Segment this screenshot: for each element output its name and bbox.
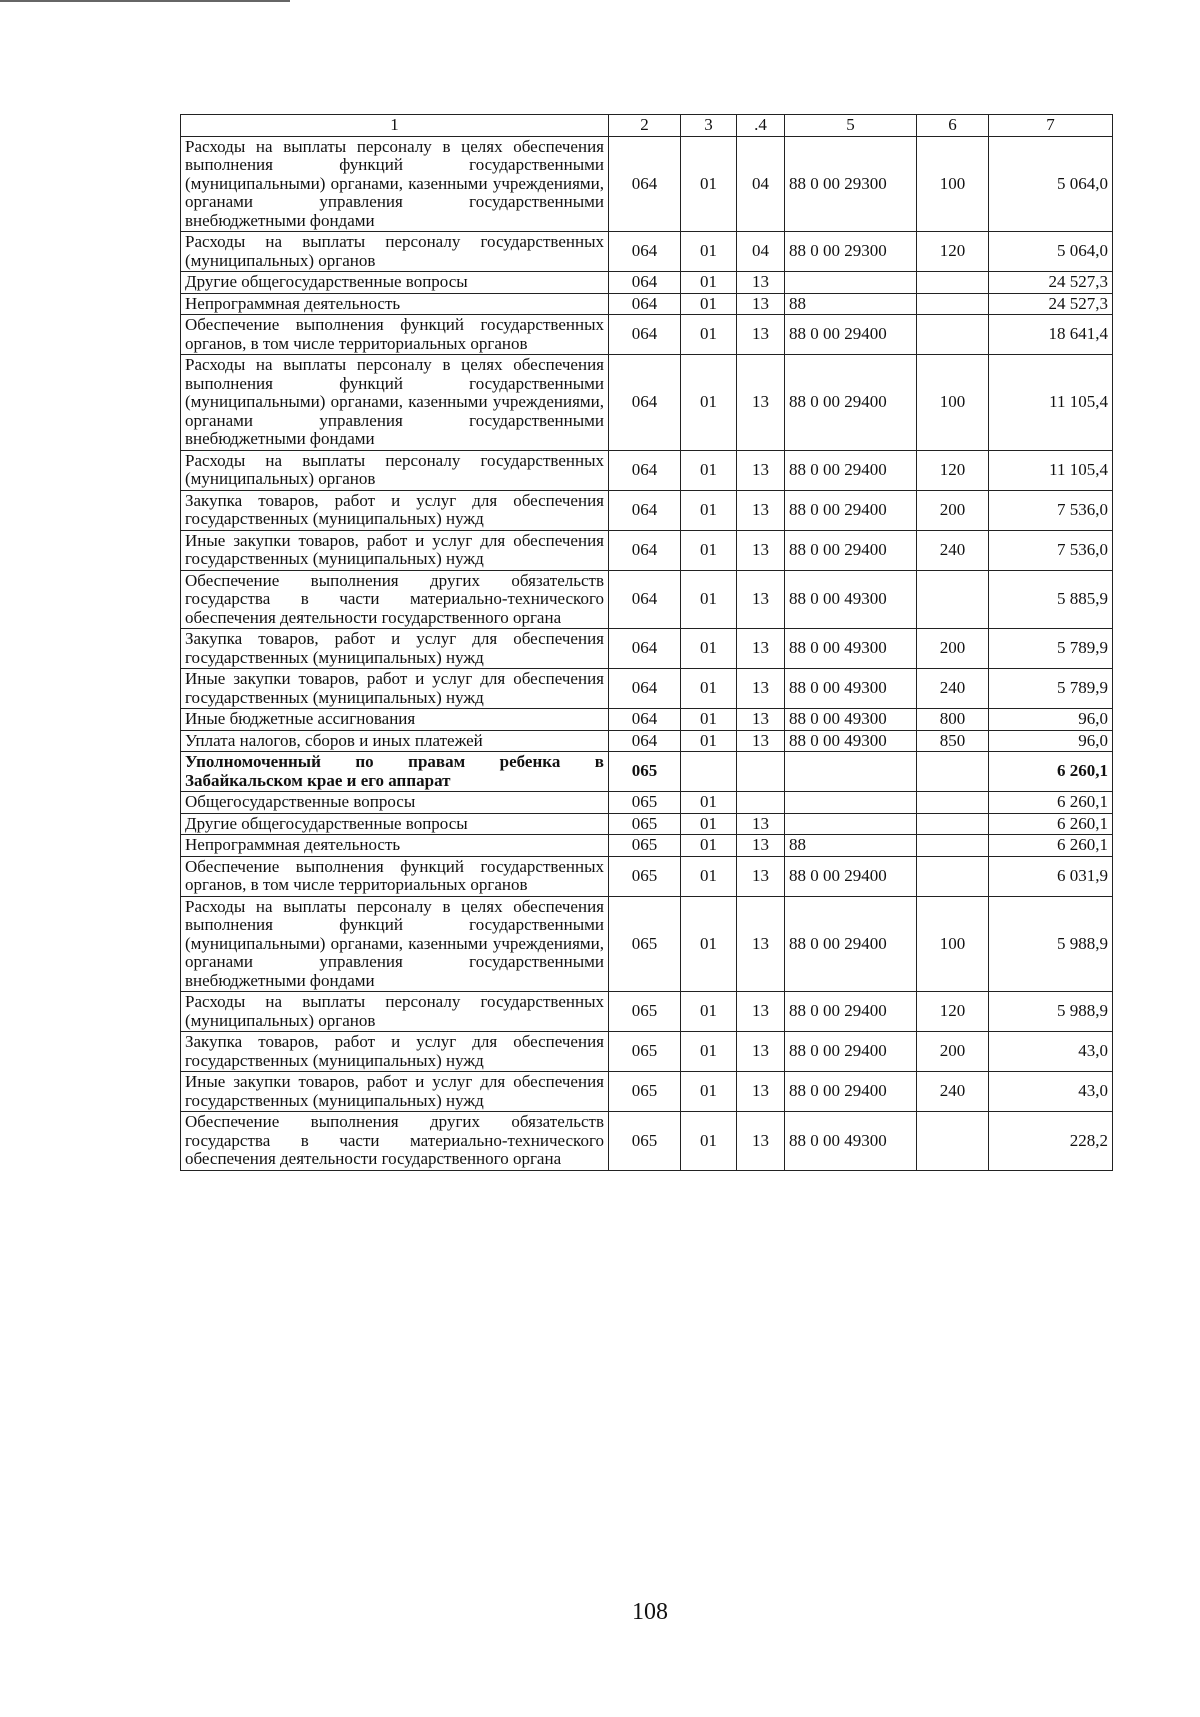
amount-cell: 5 789,9 — [989, 669, 1113, 709]
target-article-cell: 88 0 00 29300 — [785, 232, 917, 272]
subsection-code-cell: 13 — [737, 896, 785, 992]
expense-type-cell: 120 — [917, 992, 989, 1032]
expense-type-cell: 100 — [917, 136, 989, 232]
table-row — [181, 856, 1113, 896]
target-article-cell — [785, 752, 917, 792]
subsection-code-cell: 13 — [737, 856, 785, 896]
table-row — [181, 530, 1113, 570]
subsection-code-cell: 13 — [737, 629, 785, 669]
subsection-code-cell — [737, 752, 785, 792]
subsection-code-cell: 13 — [737, 1032, 785, 1072]
row-name-cell: Расходы на выплаты персоналу в целях обеспечения выполнения функций государственными (муниципальными) органами, казенными учреждениями, органами управления государственными внебюджетными фондами — [181, 136, 609, 232]
expense-type-cell: 200 — [917, 490, 989, 530]
amount-cell: 43,0 — [989, 1072, 1113, 1112]
table-row — [181, 272, 1113, 294]
target-article-cell: 88 0 00 49300 — [785, 629, 917, 669]
section-code-cell: 01 — [681, 136, 737, 232]
amount-cell: 228,2 — [989, 1112, 1113, 1171]
subsection-code-cell: 13 — [737, 1112, 785, 1171]
target-article-cell — [785, 272, 917, 294]
table-row — [181, 752, 1113, 792]
column-header-4: .4 — [737, 115, 785, 137]
table-row — [181, 136, 1113, 232]
subsection-code-cell: 13 — [737, 315, 785, 355]
table-row — [181, 792, 1113, 814]
amount-cell: 96,0 — [989, 709, 1113, 731]
expense-type-cell — [917, 752, 989, 792]
section-code-cell: 01 — [681, 272, 737, 294]
row-name-cell: Непрограммная деятельность — [181, 293, 609, 315]
subsection-code-cell: 13 — [737, 1072, 785, 1112]
section-code-cell: 01 — [681, 730, 737, 752]
subsection-code-cell: 13 — [737, 490, 785, 530]
amount-cell: 96,0 — [989, 730, 1113, 752]
admin-code-cell: 064 — [609, 530, 681, 570]
amount-cell: 6 260,1 — [989, 792, 1113, 814]
row-name-cell: Закупка товаров, работ и услуг для обеспечения государственных (муниципальных) нужд — [181, 629, 609, 669]
table-row — [181, 896, 1113, 992]
expense-type-cell — [917, 315, 989, 355]
expense-type-cell: 200 — [917, 629, 989, 669]
admin-code-cell: 064 — [609, 450, 681, 490]
subsection-code-cell: 13 — [737, 992, 785, 1032]
column-header-1: 1 — [181, 115, 609, 137]
table-row — [181, 1112, 1113, 1171]
subsection-code-cell — [737, 792, 785, 814]
section-code-cell: 01 — [681, 355, 737, 451]
row-name-cell: Обеспечение выполнения функций государственных органов, в том числе территориальных органов — [181, 856, 609, 896]
amount-cell: 6 260,1 — [989, 835, 1113, 857]
section-code-cell: 01 — [681, 1072, 737, 1112]
expense-type-cell: 240 — [917, 530, 989, 570]
section-code-cell: 01 — [681, 835, 737, 857]
table-row — [181, 490, 1113, 530]
expense-type-cell: 850 — [917, 730, 989, 752]
section-code-cell: 01 — [681, 856, 737, 896]
expense-type-cell: 200 — [917, 1032, 989, 1072]
admin-code-cell: 064 — [609, 669, 681, 709]
column-header-3: 3 — [681, 115, 737, 137]
row-name-cell: Уполномоченный по правам ребенка в Забайкальском крае и его аппарат — [181, 752, 609, 792]
section-code-cell: 01 — [681, 792, 737, 814]
column-header-6: 6 — [917, 115, 989, 137]
expense-type-cell: 100 — [917, 896, 989, 992]
row-name-cell: Общегосударственные вопросы — [181, 792, 609, 814]
table-row — [181, 1072, 1113, 1112]
admin-code-cell: 065 — [609, 792, 681, 814]
expense-type-cell: 100 — [917, 355, 989, 451]
amount-cell: 24 527,3 — [989, 272, 1113, 294]
table-row — [181, 293, 1113, 315]
target-article-cell: 88 0 00 49300 — [785, 570, 917, 629]
section-code-cell: 01 — [681, 669, 737, 709]
target-article-cell: 88 0 00 49300 — [785, 669, 917, 709]
expense-type-cell — [917, 272, 989, 294]
target-article-cell: 88 0 00 49300 — [785, 709, 917, 731]
admin-code-cell: 064 — [609, 315, 681, 355]
target-article-cell: 88 0 00 29400 — [785, 490, 917, 530]
row-name-cell: Иные бюджетные ассигнования — [181, 709, 609, 731]
expense-type-cell — [917, 293, 989, 315]
row-name-cell: Уплата налогов, сборов и иных платежей — [181, 730, 609, 752]
expense-type-cell — [917, 813, 989, 835]
target-article-cell — [785, 792, 917, 814]
row-name-cell: Расходы на выплаты персоналу в целях обеспечения выполнения функций государственными (муниципальными) органами, казенными учреждениями, органами управления государственными внебюджетными фондами — [181, 355, 609, 451]
admin-code-cell: 064 — [609, 629, 681, 669]
admin-code-cell: 064 — [609, 570, 681, 629]
section-code-cell: 01 — [681, 232, 737, 272]
amount-cell: 5 988,9 — [989, 992, 1113, 1032]
row-name-cell: Закупка товаров, работ и услуг для обеспечения государственных (муниципальных) нужд — [181, 1032, 609, 1072]
expense-type-cell: 120 — [917, 450, 989, 490]
amount-cell: 6 260,1 — [989, 813, 1113, 835]
subsection-code-cell: 13 — [737, 835, 785, 857]
admin-code-cell: 065 — [609, 1112, 681, 1171]
admin-code-cell: 064 — [609, 293, 681, 315]
subsection-code-cell: 13 — [737, 730, 785, 752]
admin-code-cell: 065 — [609, 992, 681, 1032]
expense-type-cell — [917, 835, 989, 857]
row-name-cell: Расходы на выплаты персоналу государственных (муниципальных) органов — [181, 992, 609, 1032]
section-code-cell: 01 — [681, 490, 737, 530]
amount-cell: 5 064,0 — [989, 136, 1113, 232]
row-name-cell: Иные закупки товаров, работ и услуг для обеспечения государственных (муниципальных) нужд — [181, 530, 609, 570]
table-row — [181, 669, 1113, 709]
section-code-cell: 01 — [681, 293, 737, 315]
table-row — [181, 992, 1113, 1032]
section-code-cell: 01 — [681, 530, 737, 570]
amount-cell: 5 789,9 — [989, 629, 1113, 669]
amount-cell: 6 260,1 — [989, 752, 1113, 792]
column-header-2: 2 — [609, 115, 681, 137]
section-code-cell: 01 — [681, 570, 737, 629]
admin-code-cell: 064 — [609, 709, 681, 731]
admin-code-cell: 065 — [609, 1072, 681, 1112]
expense-type-cell — [917, 792, 989, 814]
table-body — [181, 115, 1113, 1171]
target-article-cell: 88 0 00 29400 — [785, 450, 917, 490]
amount-cell: 7 536,0 — [989, 530, 1113, 570]
target-article-cell: 88 — [785, 293, 917, 315]
subsection-code-cell: 13 — [737, 669, 785, 709]
target-article-cell: 88 0 00 29400 — [785, 1032, 917, 1072]
amount-cell: 5 064,0 — [989, 232, 1113, 272]
section-code-cell: 01 — [681, 992, 737, 1032]
subsection-code-cell: 13 — [737, 570, 785, 629]
expense-type-cell: 240 — [917, 669, 989, 709]
subsection-code-cell: 04 — [737, 136, 785, 232]
section-code-cell: 01 — [681, 315, 737, 355]
subsection-code-cell: 13 — [737, 450, 785, 490]
target-article-cell — [785, 813, 917, 835]
target-article-cell: 88 0 00 49300 — [785, 730, 917, 752]
table-row — [181, 730, 1113, 752]
section-code-cell: 01 — [681, 1112, 737, 1171]
target-article-cell: 88 0 00 29400 — [785, 315, 917, 355]
admin-code-cell: 065 — [609, 813, 681, 835]
table-row — [181, 450, 1113, 490]
admin-code-cell: 064 — [609, 272, 681, 294]
row-name-cell: Непрограммная деятельность — [181, 835, 609, 857]
table-row — [181, 1032, 1113, 1072]
row-name-cell: Расходы на выплаты персоналу государственных (муниципальных) органов — [181, 450, 609, 490]
table-row — [181, 315, 1113, 355]
amount-cell: 18 641,4 — [989, 315, 1113, 355]
admin-code-cell: 065 — [609, 856, 681, 896]
expense-type-cell — [917, 1112, 989, 1171]
subsection-code-cell: 13 — [737, 272, 785, 294]
amount-cell: 5 988,9 — [989, 896, 1113, 992]
target-article-cell: 88 0 00 29400 — [785, 355, 917, 451]
row-name-cell: Другие общегосударственные вопросы — [181, 813, 609, 835]
table-row — [181, 709, 1113, 731]
admin-code-cell: 065 — [609, 896, 681, 992]
target-article-cell: 88 0 00 29400 — [785, 992, 917, 1032]
admin-code-cell: 065 — [609, 1032, 681, 1072]
admin-code-cell: 064 — [609, 355, 681, 451]
expense-type-cell: 240 — [917, 1072, 989, 1112]
table-header-row — [181, 115, 1113, 137]
admin-code-cell: 065 — [609, 835, 681, 857]
admin-code-cell: 064 — [609, 232, 681, 272]
target-article-cell: 88 — [785, 835, 917, 857]
amount-cell: 43,0 — [989, 1032, 1113, 1072]
column-header-7: 7 — [989, 115, 1113, 137]
subsection-code-cell: 13 — [737, 355, 785, 451]
table-row — [181, 629, 1113, 669]
table-row — [181, 570, 1113, 629]
section-code-cell: 01 — [681, 896, 737, 992]
scan-edge-line — [0, 0, 290, 2]
row-name-cell: Обеспечение выполнения других обязательств государства в части материально-технического обеспечения деятельности государственного органа — [181, 1112, 609, 1171]
subsection-code-cell: 13 — [737, 530, 785, 570]
target-article-cell: 88 0 00 29400 — [785, 896, 917, 992]
table-row — [181, 813, 1113, 835]
admin-code-cell: 064 — [609, 730, 681, 752]
target-article-cell: 88 0 00 29300 — [785, 136, 917, 232]
admin-code-cell: 065 — [609, 752, 681, 792]
table-row — [181, 355, 1113, 451]
amount-cell: 24 527,3 — [989, 293, 1113, 315]
subsection-code-cell: 13 — [737, 813, 785, 835]
section-code-cell: 01 — [681, 1032, 737, 1072]
target-article-cell: 88 0 00 49300 — [785, 1112, 917, 1171]
row-name-cell: Закупка товаров, работ и услуг для обеспечения государственных (муниципальных) нужд — [181, 490, 609, 530]
subsection-code-cell: 04 — [737, 232, 785, 272]
target-article-cell: 88 0 00 29400 — [785, 856, 917, 896]
row-name-cell: Обеспечение выполнения функций государственных органов, в том числе территориальных органов — [181, 315, 609, 355]
row-name-cell: Иные закупки товаров, работ и услуг для обеспечения государственных (муниципальных) нужд — [181, 669, 609, 709]
amount-cell: 11 105,4 — [989, 450, 1113, 490]
row-name-cell: Расходы на выплаты персоналу государственных (муниципальных) органов — [181, 232, 609, 272]
subsection-code-cell: 13 — [737, 709, 785, 731]
target-article-cell: 88 0 00 29400 — [785, 1072, 917, 1112]
amount-cell: 5 885,9 — [989, 570, 1113, 629]
expense-type-cell — [917, 856, 989, 896]
section-code-cell: 01 — [681, 450, 737, 490]
row-name-cell: Расходы на выплаты персоналу в целях обеспечения выполнения функций государственными (муниципальными) органами, казенными учреждениями, органами управления государственными внебюджетными фондами — [181, 896, 609, 992]
budget-table — [180, 114, 1113, 1171]
expense-type-cell — [917, 570, 989, 629]
expense-type-cell: 800 — [917, 709, 989, 731]
admin-code-cell: 064 — [609, 136, 681, 232]
column-header-5: 5 — [785, 115, 917, 137]
table-row — [181, 835, 1113, 857]
section-code-cell: 01 — [681, 709, 737, 731]
amount-cell: 11 105,4 — [989, 355, 1113, 451]
row-name-cell: Иные закупки товаров, работ и услуг для обеспечения государственных (муниципальных) нужд — [181, 1072, 609, 1112]
amount-cell: 6 031,9 — [989, 856, 1113, 896]
table-row — [181, 232, 1113, 272]
row-name-cell: Обеспечение выполнения других обязательств государства в части материально-технического обеспечения деятельности государственного органа — [181, 570, 609, 629]
admin-code-cell: 064 — [609, 490, 681, 530]
target-article-cell: 88 0 00 29400 — [785, 530, 917, 570]
amount-cell: 7 536,0 — [989, 490, 1113, 530]
subsection-code-cell: 13 — [737, 293, 785, 315]
section-code-cell: 01 — [681, 629, 737, 669]
row-name-cell: Другие общегосударственные вопросы — [181, 272, 609, 294]
section-code-cell: 01 — [681, 813, 737, 835]
section-code-cell — [681, 752, 737, 792]
expense-type-cell: 120 — [917, 232, 989, 272]
page-number: 108 — [632, 1599, 668, 1625]
